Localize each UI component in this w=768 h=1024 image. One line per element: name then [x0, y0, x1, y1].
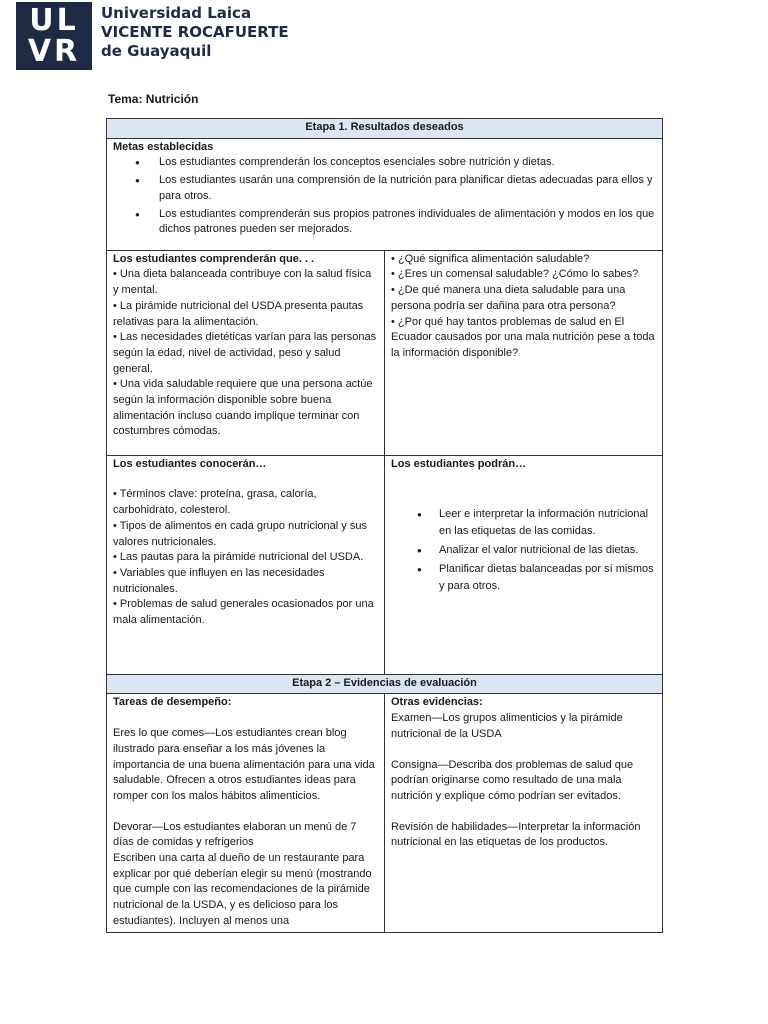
know-item: • Tipos de alimentos en cada grupo nutricional y sus valores nutricionales.	[113, 519, 367, 548]
question-item: • ¿Eres un comensal saludable? ¿Cómo lo sabes?	[391, 268, 639, 281]
logo-line-1: UL	[29, 3, 79, 38]
goal-item: ● Los estudiantes usarán una comprensión de la nutrición para planificar dietas adecuadas para ellos y para otros.	[159, 173, 656, 204]
understand-item: • La pirámide nutricional del USDA presenta pautas relativas para la alimentación.	[113, 299, 364, 328]
goals-heading: Metas establecidas	[113, 140, 214, 153]
question-item: • ¿De qué manera una dieta saludable para una persona podría ser dañina para otra persona?	[391, 284, 626, 312]
know-item: • Términos clave: proteína, grasa, caloría, carbohidrato, colesterol.	[113, 488, 317, 517]
evidence-paragraph: Revisión de habilidades—Interpretar la información nutricional en las etiquetas de los productos.	[391, 820, 641, 849]
understand-heading: Los estudiantes comprenderán que. . .	[113, 252, 315, 265]
goal-item: ● Los estudiantes comprenderán los conceptos esenciales sobre nutrición y dietas.	[159, 155, 656, 171]
task-paragraph: Escriben una carta al dueño de un restaurante para explicar por qué deberían elegir su menú (mostrando que cumple con las recomendaciones de la pirámide nutricional de la USDA, y es delicioso para los estudiantes). Incluyen al menos una	[113, 852, 372, 927]
question-item: • ¿Qué significa alimentación saludable?	[391, 252, 590, 265]
university-logo	[16, 2, 92, 70]
question-item: • ¿Por qué hay tantos problemas de salud en El Ecuador causados por una mala nutrición pese a toda la información disponible?	[391, 315, 655, 359]
able-item: ● Planificar dietas balanceadas por sí mismos y para otros.	[439, 561, 656, 595]
know-heading: Los estudiantes conocerán…	[113, 457, 267, 470]
understand-item: • Una vida saludable requiere que una persona actúe según la información disponible sobre buena alimentación incluso cuando implique terminar con costumbres cómodas.	[113, 378, 373, 438]
able-cell	[385, 455, 663, 674]
university-name-line-1: Universidad Laica	[101, 4, 252, 22]
stage-1-header: Etapa 1. Resultados deseados	[107, 119, 663, 139]
lesson-plan-table	[106, 118, 663, 933]
know-cell	[107, 455, 385, 674]
able-item: ● Analizar el valor nutricional de las dietas.	[439, 542, 656, 559]
goals-list	[113, 155, 656, 238]
topic-title: Tema: Nutrición	[108, 92, 199, 106]
stage-2-header: Etapa 2 – Evidencias de evaluación	[107, 674, 663, 694]
understand-cell	[107, 250, 385, 455]
able-item: ● Leer e interpretar la información nutricional en las etiquetas de las comidas.	[439, 506, 656, 540]
essential-questions-cell	[385, 250, 663, 455]
other-evidence-cell	[385, 694, 663, 932]
goals-cell	[107, 138, 663, 250]
tasks-heading: Tareas de desempeño:	[113, 696, 232, 709]
understand-item: • Las necesidades dietéticas varían para las personas según la edad, nivel de actividad, peso y salud general.	[113, 331, 377, 375]
logo-line-2: VR	[27, 34, 81, 69]
task-paragraph: Devorar—Los estudiantes elaboran un menú de 7 días de comidas y refrigerios	[113, 820, 357, 849]
know-item: • Problemas de salud generales ocasionados por una mala alimentación.	[113, 598, 374, 627]
able-list	[391, 506, 656, 595]
university-name-line-2: VICENTE ROCAFUERTE	[101, 23, 289, 41]
goal-item: ● Los estudiantes comprenderán sus propios patrones individuales de alimentación y modos en los que dichos patrones pueden ser mejorados.	[159, 207, 656, 238]
other-evidence-heading: Otras evidencias:	[391, 696, 483, 709]
performance-tasks-cell	[107, 694, 385, 932]
able-heading: Los estudiantes podrán…	[391, 457, 527, 470]
evidence-paragraph: Examen—Los grupos alimenticios y la pirámide nutricional de la USDA	[391, 712, 623, 740]
know-item: • Variables que influyen en las necesidades nutricionales.	[113, 566, 325, 595]
understand-item: • Una dieta balanceada contribuye con la salud física y mental.	[113, 268, 372, 297]
university-name-line-3: de Guayaquil	[101, 42, 212, 60]
evidence-paragraph: Consigna—Describa dos problemas de salud que podrían originarse como resultado de una mala nutrición y explique cómo podrían ser evitados.	[391, 758, 634, 802]
know-item: • Las pautas para la pirámide nutricional del USDA.	[113, 551, 364, 564]
task-paragraph: Eres lo que comes—Los estudiantes crean blog ilustrado para enseñar a los más jóvenes la importancia de una buena alimentación para una vida saludable. Ofrecen a otros estudiantes ideas para romper con los malos hábitos alimenticios.	[113, 727, 375, 802]
university-name	[101, 4, 289, 61]
